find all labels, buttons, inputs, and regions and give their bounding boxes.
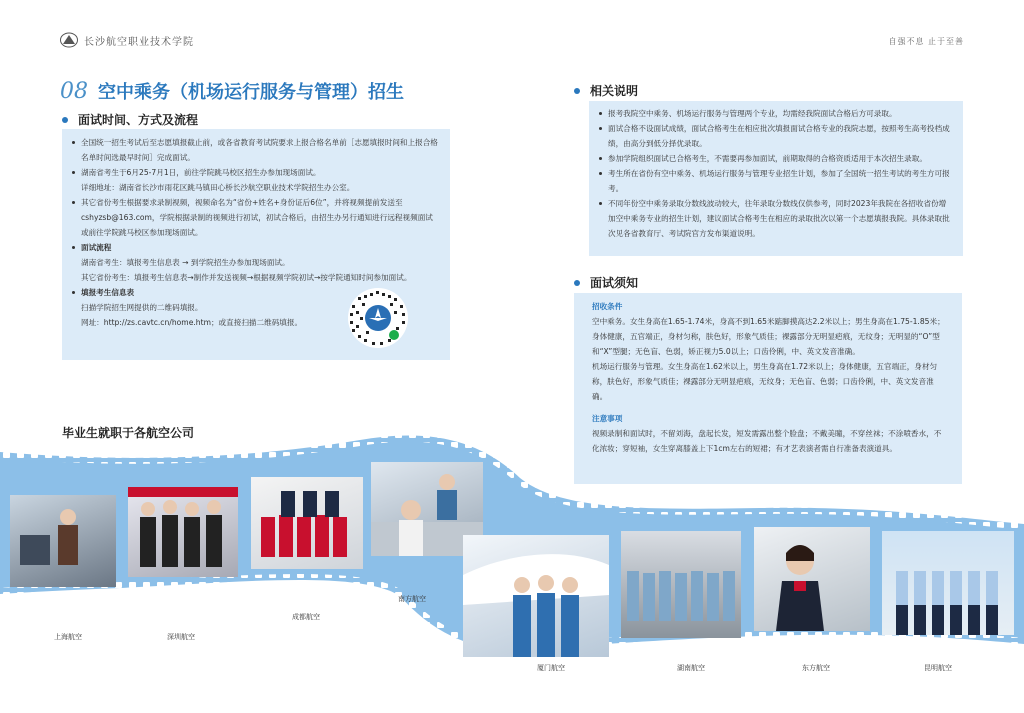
section-number: 08 bbox=[60, 79, 88, 104]
bullet-dot bbox=[574, 88, 580, 94]
interview-address: 详细地址：湖南省长沙市雨花区跳马镇田心桥长沙航空职业技术学院招生办公室。 bbox=[81, 183, 355, 192]
note-item: 考生所在省份有空中乘务、机场运行服务与管理专业招生计划，参加了全国统一招生考试的考生方可报考。 bbox=[599, 166, 953, 196]
interview-item: 全国统一招生考试后至志愿填报截止前，或各省教育考试院要求上报合格名单前［志愿填报时间和上报合格名单时间选最早时间］完成面试。 bbox=[72, 135, 440, 165]
airline-label: 南方航空 bbox=[398, 595, 426, 603]
notes-heading-text: 相关说明 bbox=[590, 84, 639, 98]
employment-heading: 毕业生就职于各航空公司 bbox=[62, 426, 195, 440]
photo-chengdu bbox=[251, 477, 363, 569]
logo-icon bbox=[60, 32, 78, 48]
school-logo bbox=[60, 32, 194, 48]
interview-heading bbox=[62, 111, 198, 128]
note-item: 面试合格不设面试成绩，面试合格考生在相应批次填报面试合格专业的我院志愿，按照考生高考投档成绩，由高分到低分择优录取。 bbox=[599, 121, 953, 151]
school-name: 长沙航空职业技术学院 bbox=[84, 36, 194, 48]
photo-xiamen bbox=[463, 535, 609, 657]
note-item: 报考我院空中乘务、机场运行服务与管理两个专业，均需经我院面试合格后方可录取。 bbox=[599, 106, 953, 121]
photo-kunming bbox=[882, 531, 1014, 635]
note-item: 不同年份空中乘务录取分数线波动较大，往年录取分数线仅供参考，同时2023年我院在各招收省份增加空中乘务专业的招生计划，建议面试合格考生在相应的录取批次以第一个志愿填报我院。具体录取批次见各省教育厅、考试院官方发布渠道说明。 bbox=[599, 196, 953, 241]
airline-label: 上海航空 bbox=[54, 633, 82, 641]
note-item: 参加学院组织面试已合格考生，不需要再参加面试，前期取得的合格资质适用于本次招生录取。 bbox=[599, 151, 953, 166]
interview-heading-text: 面试时间、方式及流程 bbox=[78, 113, 199, 127]
page-title bbox=[60, 78, 404, 104]
admission-flight: 空中乘务。女生身高在1.65-1.74米，身高不到1.65米踮脚摸高达2.2米以上；男生身高在1.75-1.85米；身体健康，五官端正，身材匀称，肤色好，形象气质佳；裸露部分无明显疤痕，无纹身；无明显的“O”型和“X”型腿；无色盲、色弱，矫正视力5.0以上；口齿伶俐，中、英文发音准确。 bbox=[592, 317, 945, 356]
admission-label: 招收条件 bbox=[592, 302, 623, 311]
airline-label: 湖南航空 bbox=[677, 664, 705, 672]
airline-label: 昆明航空 bbox=[924, 664, 952, 672]
notes-panel bbox=[589, 101, 963, 256]
interview-item: 湖南省考生于6月25-7月1日，前往学院跳马校区招生办参加现场面试。 bbox=[72, 165, 440, 180]
bullet-dot bbox=[62, 117, 68, 123]
school-motto: 自强不息 止于至善 bbox=[888, 37, 964, 46]
qr-code-icon[interactable] bbox=[342, 287, 414, 349]
airline-label: 东方航空 bbox=[802, 664, 830, 672]
section-title: 空中乘务（机场运行服务与管理）招生 bbox=[98, 82, 404, 103]
airline-label: 成都航空 bbox=[292, 613, 320, 621]
airline-label: 深圳航空 bbox=[167, 633, 195, 641]
process-other: 其它省份考生：填报考生信息表→制作并发送视频→根据视频学院初试→按学院通知时间参加面试。 bbox=[81, 273, 412, 282]
notice-text: 视频录制和面试时，不留刘海，盘起长发，短发需露出整个脸盘；不戴美瞳，不穿丝袜；不涂喷香水，不化浓妆；穿短袖，女生穿离膝盖上下1cm左右的短裙；有才艺表演者需自行准备表演道具。 bbox=[592, 429, 942, 453]
admission-airport: 机场运行服务与管理。女生身高在1.62米以上，男生身高在1.72米以上；身体健康，五官端正，身材匀称，肤色好，形象气质佳；裸露部分无明显疤痕，无纹身；无色盲、色弱；口齿伶俐，中、英文发音准确。 bbox=[592, 362, 938, 401]
photo-shenzhen bbox=[128, 487, 238, 577]
process-title: 面试流程 bbox=[72, 240, 440, 255]
form-url: 网址：http://zs.cavtc.cn/home.htm；或直接扫描二维码填报。 bbox=[81, 318, 303, 327]
notice-label: 注意事项 bbox=[592, 414, 623, 423]
requirements-heading bbox=[574, 274, 638, 291]
requirements-heading-text: 面试须知 bbox=[590, 276, 639, 290]
process-hunan: 湖南省考生：填报考生信息表 → 到学院招生办参加现场面试。 bbox=[81, 258, 290, 267]
airline-label: 厦门航空 bbox=[537, 664, 565, 672]
form-title: 填报考生信息表 bbox=[72, 285, 440, 300]
form-scan: 扫描学院招生网提供的二维码填报。 bbox=[81, 303, 203, 312]
photo-hunan bbox=[621, 531, 741, 638]
interview-item: 其它省份考生根据要求录制视频，视频命名为“省份+姓名+身份证后6位”，并将视频提前发送至cshyzsb@163.com，学院根据录制的视频进行初试，初试合格后，由招生办另行通知进行远程视频面试或前往学院跳马校区参加现场面试。 bbox=[72, 195, 440, 240]
photo-shanghai bbox=[10, 495, 116, 587]
photo-eastern bbox=[754, 527, 870, 631]
bullet-dot bbox=[574, 280, 580, 286]
notes-heading bbox=[574, 82, 638, 99]
